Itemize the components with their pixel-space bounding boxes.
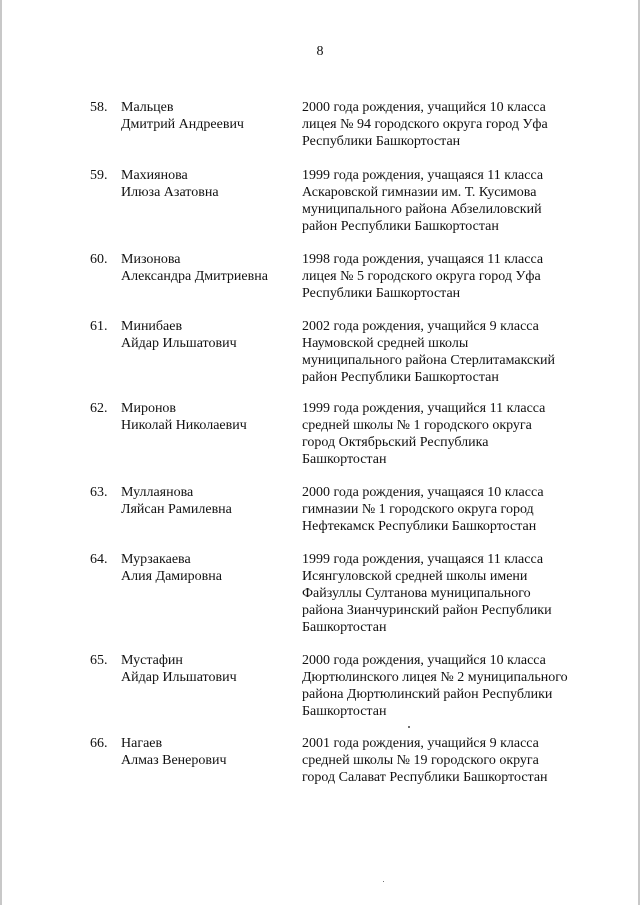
entry-name: [121, 551, 296, 585]
entry-description: [302, 484, 602, 535]
description-line: 2002 года рождения, учащийся 9 класса: [302, 319, 539, 334]
given-names: Дмитрий Андреевич: [121, 117, 244, 132]
entry-name: [121, 735, 296, 769]
description-line: Нефтекамск Республики Башкортостан: [302, 519, 537, 534]
entry-name: [121, 484, 296, 518]
description-line: лицея № 5 городского округа город Уфа: [302, 269, 541, 284]
description-line: лицея № 94 городского округа город Уфа: [302, 117, 548, 132]
given-names: Ляйсан Рамилевна: [121, 502, 232, 517]
description-line: 2001 года рождения, учащийся 9 класса: [302, 736, 539, 751]
entry-number: 66.: [90, 736, 108, 751]
description-line: Дюртюлинского лицея № 2 муниципального: [302, 670, 568, 685]
description-line: Башкортостан: [302, 452, 387, 467]
surname: Мальцев: [121, 100, 174, 115]
description-line: района Зианчуринский район Республики: [302, 603, 552, 618]
entry-number: 63.: [90, 485, 108, 500]
given-names: Айдар Ильшатович: [121, 670, 237, 685]
given-names: Илюза Азатовна: [121, 185, 219, 200]
entry-description: [302, 551, 602, 636]
surname: Миронов: [121, 401, 177, 416]
description-line: Исянгуловской средней школы имени: [302, 569, 528, 584]
description-line: Файзуллы Султанова муниципального: [302, 586, 531, 601]
entry-number: 60.: [90, 252, 108, 267]
surname: Мизонова: [121, 252, 181, 267]
entry-description: [302, 652, 602, 720]
entry-description: [302, 251, 602, 302]
entry-number: 64.: [90, 552, 108, 567]
description-line: 1999 года рождения, учащаяся 11 класса: [302, 552, 544, 567]
description-line: 1998 года рождения, учащаяся 11 класса: [302, 252, 544, 267]
description-line: Аскаровской гимназии им. Т. Кусимова: [302, 185, 537, 200]
description-line: Республики Башкортостан: [302, 134, 461, 149]
entry-description: [302, 318, 602, 386]
given-names: Николай Николаевич: [121, 418, 247, 433]
surname: Мустафин: [121, 653, 183, 668]
given-names: Алмаз Венерович: [121, 753, 227, 768]
entry-number: 65.: [90, 653, 108, 668]
scan-speck: [408, 726, 410, 728]
description-line: город Салават Республики Башкортостан: [302, 770, 548, 785]
page-number: 8: [316, 44, 324, 59]
description-line: района Дюртюлинский район Республики: [302, 687, 553, 702]
description-line: Республики Башкортостан: [302, 286, 461, 301]
description-line: 2000 года рождения, учащаяся 10 класса: [302, 485, 544, 500]
description-line: средней школы № 19 городского округа: [302, 753, 539, 768]
entry-number: 58.: [90, 100, 108, 115]
entry-name: [121, 99, 296, 133]
description-line: район Республики Башкортостан: [302, 370, 499, 385]
surname: Минибаев: [121, 319, 183, 334]
description-line: 2000 года рождения, учащийся 10 класса: [302, 100, 546, 115]
description-line: 1999 года рождения, учащийся 11 класса: [302, 401, 546, 416]
entry-name: [121, 167, 296, 201]
surname: Муллаянова: [121, 485, 194, 500]
entry-number: 61.: [90, 319, 108, 334]
description-line: Наумовской средней школы: [302, 336, 469, 351]
description-line: гимназии № 1 городского округа город: [302, 502, 534, 517]
entry-name: [121, 400, 296, 434]
entry-description: [302, 99, 602, 150]
description-line: город Октябрьский Республика: [302, 435, 489, 450]
entry-name: [121, 318, 296, 352]
entry-number: 59.: [90, 168, 108, 183]
surname: Махиянова: [121, 168, 188, 183]
entry-description: [302, 167, 602, 235]
scan-edge-left: [0, 0, 2, 905]
description-line: 1999 года рождения, учащаяся 11 класса: [302, 168, 544, 183]
description-line: 2000 года рождения, учащийся 10 класса: [302, 653, 546, 668]
given-names: Алия Дамировна: [121, 569, 222, 584]
entry-description: [302, 400, 602, 468]
description-line: муниципального района Абзелиловский: [302, 202, 542, 217]
scan-speck: [383, 881, 384, 882]
description-line: район Республики Башкортостан: [302, 219, 499, 234]
description-line: средней школы № 1 городского округа: [302, 418, 532, 433]
description-line: Башкортостан: [302, 620, 387, 635]
entry-name: [121, 251, 296, 285]
given-names: Айдар Ильшатович: [121, 336, 237, 351]
description-line: Башкортостан: [302, 704, 387, 719]
surname: Нагаев: [121, 736, 163, 751]
entry-description: [302, 735, 602, 786]
description-line: муниципального района Стерлитамакский: [302, 353, 556, 368]
surname: Мурзакаева: [121, 552, 191, 567]
entry-name: [121, 652, 296, 686]
entry-number: 62.: [90, 401, 108, 416]
given-names: Александра Дмитриевна: [121, 269, 268, 284]
